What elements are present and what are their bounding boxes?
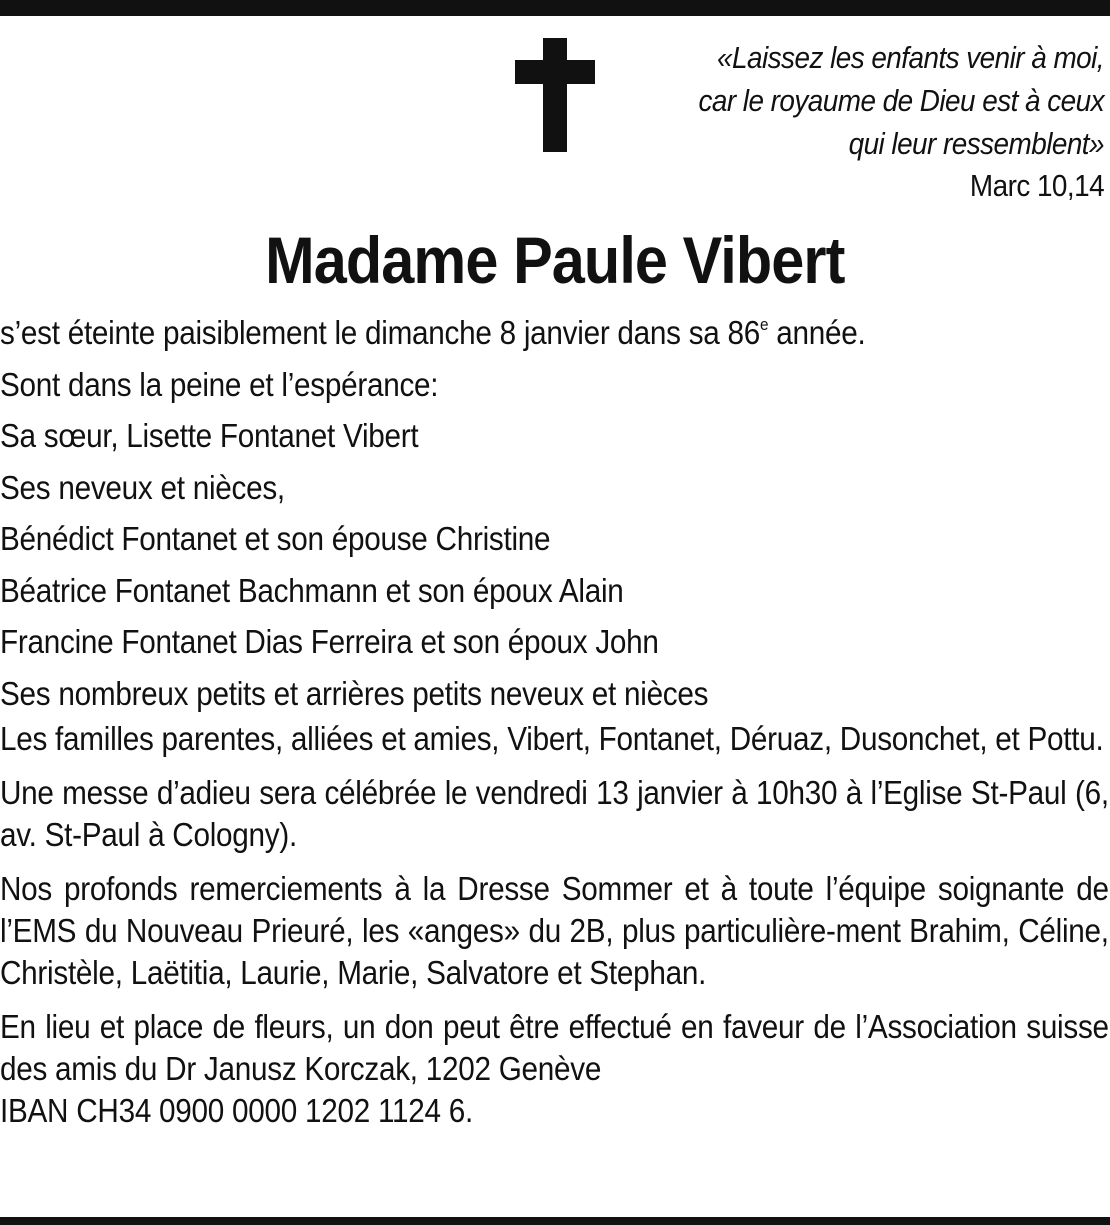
bottom-border-rule (0, 1217, 1110, 1225)
announcement-body (0, 312, 1109, 1132)
nephews-intro: Ses neveux et nièces, (0, 468, 285, 506)
families-paragraph: Les familles parentes, alliées et amies, Vibert, Fontanet, Déruaz, Dusonchet, et Pottu. (0, 720, 1104, 757)
donation-paragraph: En lieu et place de fleurs, un don peut être effectué en faveur de l’Association suisse des amis du Dr Janusz Korczak, 1202 Genève (0, 1008, 1109, 1087)
sister-line: Sa sœur, Lisette Fontanet Vibert (0, 417, 419, 454)
top-border-rule (0, 0, 1110, 16)
cross-icon (515, 38, 595, 152)
death-notice-line: s’est éteinte paisiblement le dimanche 8 janvier dans sa 86e année. (0, 314, 866, 351)
verse-line: qui leur ressemblent» (848, 126, 1104, 161)
verse-line: «Laissez les enfants venir à moi, (717, 40, 1104, 75)
bible-verse (636, 36, 1104, 165)
thanks-paragraph: Nos profonds remerciements à la Dresse Sommer et à toute l’équipe soignante de l’EMS du Nouveau Prieuré, les «anges» du 2B, plus particulière-ment Brahim, Céline, Christèle, Laëtitia, Laurie, Marie, Salvatore et Stephan. (0, 870, 1109, 991)
nephew-line: Béatrice Fontanet Bachmann et son époux Alain (0, 571, 624, 609)
verse-reference: Marc 10,14 (969, 168, 1104, 203)
nephew-line: Bénédict Fontanet et son épouse Christine (0, 520, 551, 557)
great-nephews-line: Ses nombreux petits et arrières petits neveux et nièces (0, 674, 709, 712)
deceased-name-title (0, 222, 1110, 298)
verse-line: car le royaume de Dieu est à ceux (698, 83, 1104, 118)
funeral-mass-paragraph: Une messe d’adieu sera célébrée le vendredi 13 janvier à 10h30 à l’Eglise St-Paul (6, av. St-Paul à Cologny). (0, 774, 1109, 853)
deceased-name: Madame Paule Vibert (265, 223, 845, 297)
mourners-intro: Sont dans la peine et l’espérance: (0, 365, 439, 403)
iban-line: IBAN CH34 0900 0000 1202 1124 6. (0, 1092, 473, 1129)
nephew-line: Francine Fontanet Dias Ferreira et son époux John (0, 623, 659, 660)
